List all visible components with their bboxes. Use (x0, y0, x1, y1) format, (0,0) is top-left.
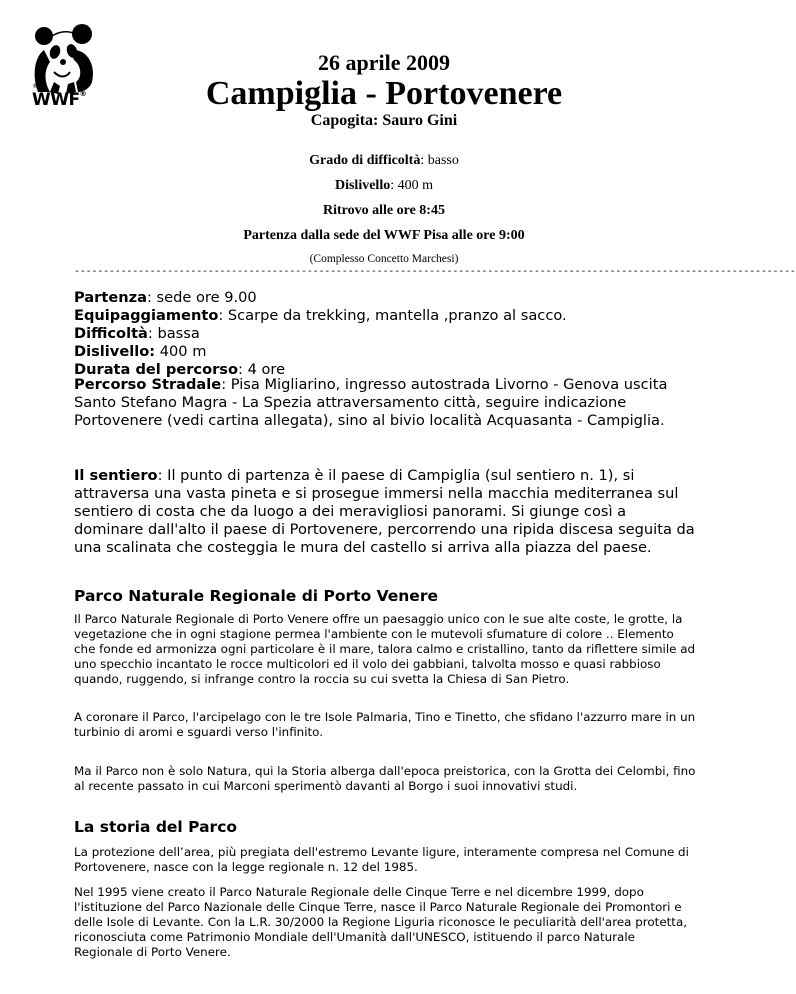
elevation-label: Dislivello (334, 178, 391, 193)
difficulty-value: : basso (420, 153, 459, 168)
departure-info (0, 228, 768, 244)
elevation-line (0, 178, 768, 194)
trip-summary (74, 289, 696, 379)
history-heading: La storia del Parco (74, 818, 238, 836)
page-title: Campiglia - Portovenere (205, 75, 563, 112)
history-paragraph-2: Nel 1995 viene creato il Parco Naturale Regionale delle Cinque Terre e nel dicembre 1999, dopo l'istituzione del Parco Nazionale delle Cinque Terre, nasce il Parco Naturale Regionale dei Promontori e delle Isole di Levante. Con la L.R. 30/2000 la Regione Liguria riconosce le peculiarità dell'area protetta, riconosciuta come Patrimonio Mondiale dell'Umanità dall'UNESCO, istituendo il parco Naturale Regionale di Porto Venere. (74, 885, 688, 959)
divider: ---------------------------------------------------------------------------------------------------------------------------- (74, 266, 796, 277)
difficulty-line (0, 153, 768, 169)
summary-partenza: Partenza: sede ore 9.00 (74, 289, 257, 306)
summary-difficolta: Difficoltà: bassa (74, 325, 200, 342)
park-paragraph-2: A coronare il Parco, l'arcipelago con le tre Isole Palmaria, Tino e Tinetto, che sfidano l'azzurro mare in un turbinio di aromi e sguardi verso l'infinito. (74, 710, 696, 739)
meeting-time-text: Ritrovo alle ore 8:45 (323, 203, 445, 218)
difficulty-label: Grado di difficoltà (309, 153, 421, 168)
elevation-value: : 400 m (390, 178, 433, 193)
trail-paragraph: Il sentiero: Il punto di partenza è il paese di Campiglia (sul sentiero n. 1), si attraversa una vasta pineta e si prosegue immersi nella macchia mediterranea sul sentiero di costa che da luogo a dei meravigliosi panorami. Si giunge così a dominare dall'alto il paese di Portovenere, percorrendo una ripida discesa seguita da una scalinata che costeggia le mura del castello si arriva alla piazza del paese. (74, 467, 695, 556)
park-heading: Parco Naturale Regionale di Porto Venere (74, 587, 438, 605)
park-paragraph-1: Il Parco Naturale Regionale di Porto Venere offre un paesaggio unico con le sue alte coste, le grotte, la vegetazione che in ogni stagione permea l'ambiente con le mutevoli sfumature di colore .. Elemento che fonde ed armonizza ogni particolare è il mare, talora calmo e cristallino, tanto da riflettere simile ad uno specchio incantato le rocce multicolori ed il volo dei gabbiani, talvolta mosso e quasi rabbioso quando, ruggendo, si infrange contro la roccia su cui svetta la Chiesa di San Pietro. (74, 612, 696, 686)
meeting-time (0, 203, 768, 219)
trip-leader: Capogita: Sauro Gini (310, 112, 458, 129)
summary-equipaggiamento: Equipaggiamento: Scarpe da trekking, mantella ,pranzo al sacco. (74, 307, 567, 324)
park-paragraph-3: Ma il Parco non è solo Natura, qui la Storia alberga dall'epoca preistorica, con la Grotta dei Celombi, fino al recente passato in cui Marconi sperimentò davanti al Borgo i suoi innovativi studi. (74, 764, 696, 793)
history-paragraph-1: La protezione dell’area, più pregiata dell'estremo Levante ligure, interamente compresa nel Comune di Portovenere, nasce con la legge regionale n. 12 del 1985. (74, 845, 689, 874)
road-route-paragraph: Percorso Stradale: Pisa Migliarino, ingresso autostrada Livorno - Genova uscita Santo Stefano Magra - La Spezia attraversamento città, seguire indicazione Portovenere (vedi cartina allegata), sino al bivio località Acquasanta - Campiglia. (74, 376, 668, 429)
summary-durata: Durata del percorso: 4 ore (74, 361, 286, 378)
event-date: 26 aprile 2009 (318, 50, 450, 75)
summary-dislivello: Dislivello: 400 m (74, 343, 207, 360)
wwf-wordmark: WWF® (32, 90, 87, 110)
departure-info-text: Partenza dalla sede del WWF Pisa alle ore 9:00 (243, 228, 525, 243)
svg-text:®: ® (32, 83, 38, 90)
venue-note: (Complesso Concetto Marchesi) (309, 253, 459, 265)
